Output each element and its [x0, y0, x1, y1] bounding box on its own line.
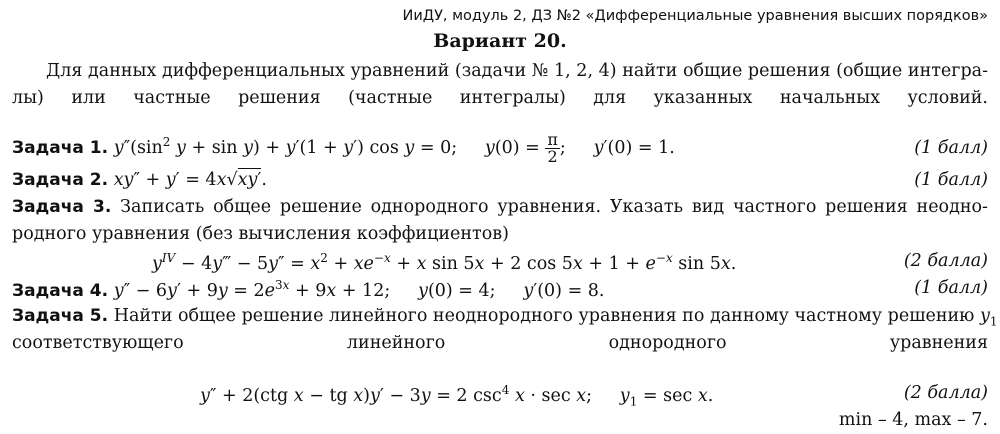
- task-1-equation: $y''(\sin^2$ y + sin y) + y′(1 + y′) cos y = 0; y(0) = $\frac{\pi}{2}$ ; y′(0) = 1.: [113, 130, 675, 166]
- task-4-label: Задача 4.: [12, 280, 109, 301]
- task-1-label: Задача 1.: [12, 138, 109, 158]
- task-3-label: Задача 3.: [12, 197, 112, 217]
- task-5-equation: y″ + 2(ctg x − tg x)y′ − 3y = 2 $\csc^4 x \cdot \sec x$; $y_1 = \sec x$.: [200, 383, 714, 409]
- task-3-points: (2 балла): [903, 251, 988, 271]
- course-header: ИиДУ, модуль 2, ДЗ №2 «Дифференциальные уравнения высших порядков»: [402, 8, 988, 24]
- task-3-text-2: родного уравнения (без вычисления коэффициентов): [12, 224, 509, 244]
- task-3-line-1: [12, 197, 988, 217]
- task-4-points: (1 балл): [914, 278, 988, 298]
- task-1: [12, 132, 988, 165]
- instructions: [12, 58, 988, 112]
- task-5-label: Задача 5.: [12, 306, 109, 326]
- task-1-points: (1 балл): [914, 138, 988, 158]
- task-5-text-1: Найти общее решение линейного неоднородного уравнения по данному частному решению: [113, 306, 975, 326]
- task-2-equation: xy″ + y′ = 4x√xy′.: [113, 170, 267, 190]
- task-2-label: Задача 2.: [12, 170, 109, 190]
- instructions-line-1: Для данных дифференциальных уравнений (задачи № 1, 2, 4) найти общие решения (общие интегра-: [46, 61, 988, 81]
- task-2-points: (1 балл): [914, 170, 988, 190]
- score-range: min – 4, max – 7.: [838, 410, 988, 430]
- task-4-equation: $y'' - 6y' + 9y = 2e^{3x} + 9x + 12$; y(0) = 4; y′(0) = 8.: [113, 278, 605, 301]
- instructions-line-2: лы) или частные решения (частные интегралы) для указанных начальных условий.: [12, 88, 988, 108]
- task-3-equation: $y^{IV}$ − 4y‴ − $5y'' = x^2 + xe^{-x} + x$ sin 5x + 2 $\cos 5x + 1 + e^{-x}$ sin 5x.: [152, 251, 737, 274]
- task-2: [12, 170, 988, 190]
- task-4: [12, 278, 988, 301]
- task-5-text-2: соответствующего линейного однородного уравнения: [12, 333, 988, 353]
- task-3-text-1: Записать общее решение однородного уравнения. Указать вид частного решения неодно-: [120, 197, 988, 217]
- task-5-line-1: [12, 306, 998, 329]
- task-5-points: (2 балла): [903, 383, 988, 403]
- task-5-y1: $y_1$: [979, 306, 998, 329]
- variant-title: Вариант 20.: [433, 30, 567, 52]
